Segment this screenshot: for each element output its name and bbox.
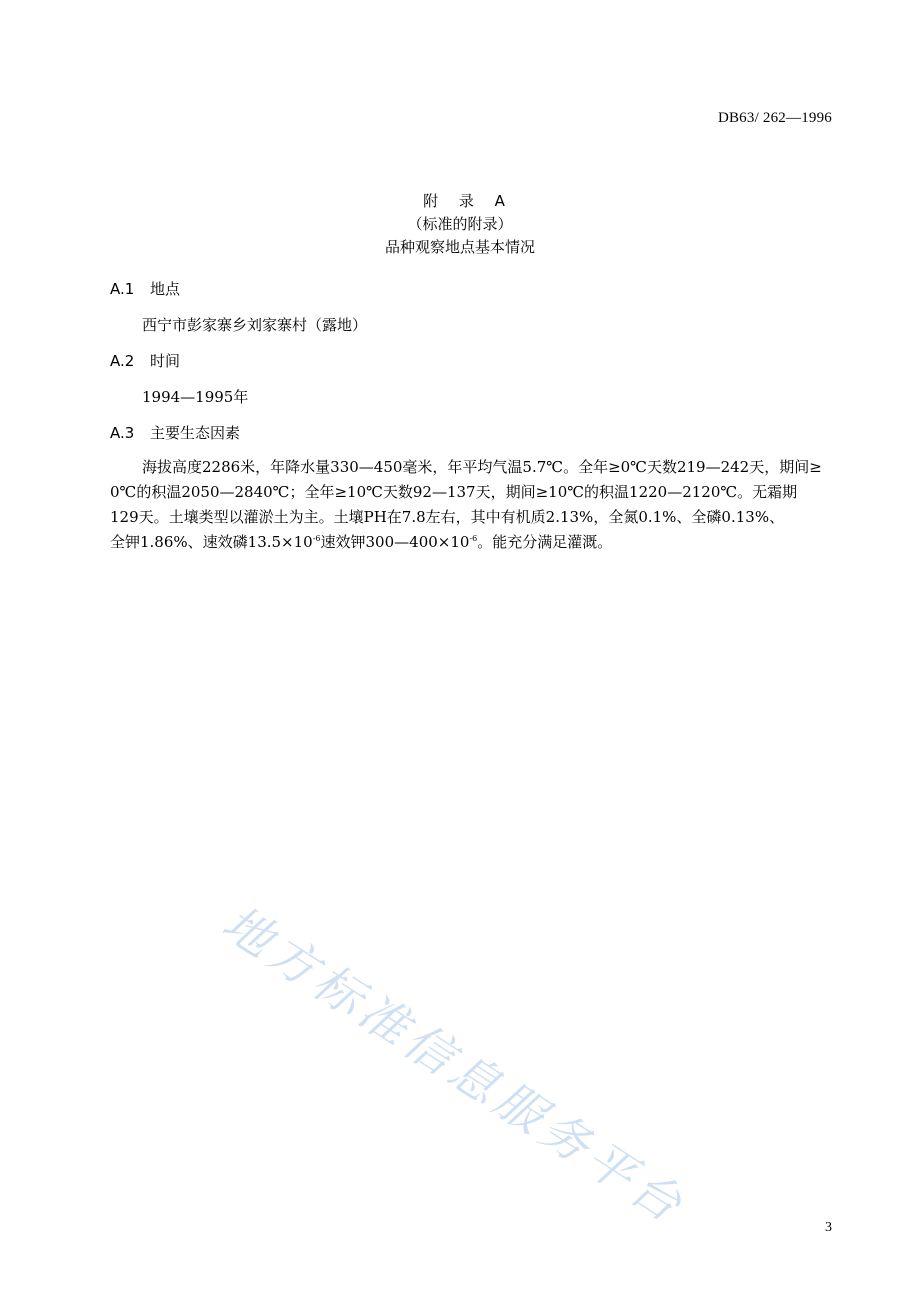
- appendix-title: 附 录 A: [423, 192, 513, 210]
- appendix-title-block: [0, 190, 920, 259]
- section-paragraph: 1994—1995年: [142, 388, 249, 406]
- section-number: A.2: [110, 352, 135, 370]
- superscript: -6: [469, 534, 478, 543]
- appendix-subtitle: （标准的附录）: [407, 215, 513, 233]
- text-run: 全钾1.86%、速效磷13.5×10: [110, 533, 313, 551]
- section-heading-a3: [110, 422, 240, 443]
- section-heading-text: 地点: [150, 280, 181, 298]
- section-heading-a2: [110, 350, 180, 371]
- section-body-a2: [110, 385, 836, 410]
- paragraph-line: 海拔高度2286米，年降水量330—450毫米，年平均气温5.7℃。全年≥0℃天数219—242天，期间≥: [142, 458, 822, 476]
- paragraph-line: 0℃的积温2050—2840℃；全年≥10℃天数92—137天，期间≥10℃的积温1220—2120℃。无霜期: [110, 483, 798, 501]
- text-run: 。能充分满足灌溉。: [477, 533, 613, 551]
- watermark: 地方标准信息服务平台: [212, 894, 696, 1236]
- section-number: A.3: [110, 424, 135, 442]
- appendix-main-title: 品种观察地点基本情况: [384, 238, 535, 256]
- section-number: A.1: [110, 280, 135, 298]
- section-heading-text: 主要生态因素: [150, 424, 241, 442]
- section-heading-a1: [110, 278, 180, 299]
- section-body-a1: [110, 313, 836, 338]
- section-paragraph: 西宁市彭家寨乡刘家寨村（露地）: [142, 316, 368, 334]
- page-header-doc-code: DB63/ 262—1996: [717, 110, 832, 126]
- superscript: -6: [312, 534, 321, 543]
- section-body-a3: [110, 455, 836, 555]
- section-heading-text: 时间: [150, 352, 181, 370]
- paragraph-line: [110, 530, 836, 555]
- paragraph-line: 129天。土壤类型以灌淤土为主。土壤PH在7.8左右，其中有机质2.13%，全氮0.1%、全磷0.13%、: [110, 508, 785, 526]
- text-run: 速效钾300—400×10: [320, 533, 470, 551]
- page-number: 3: [825, 1220, 832, 1235]
